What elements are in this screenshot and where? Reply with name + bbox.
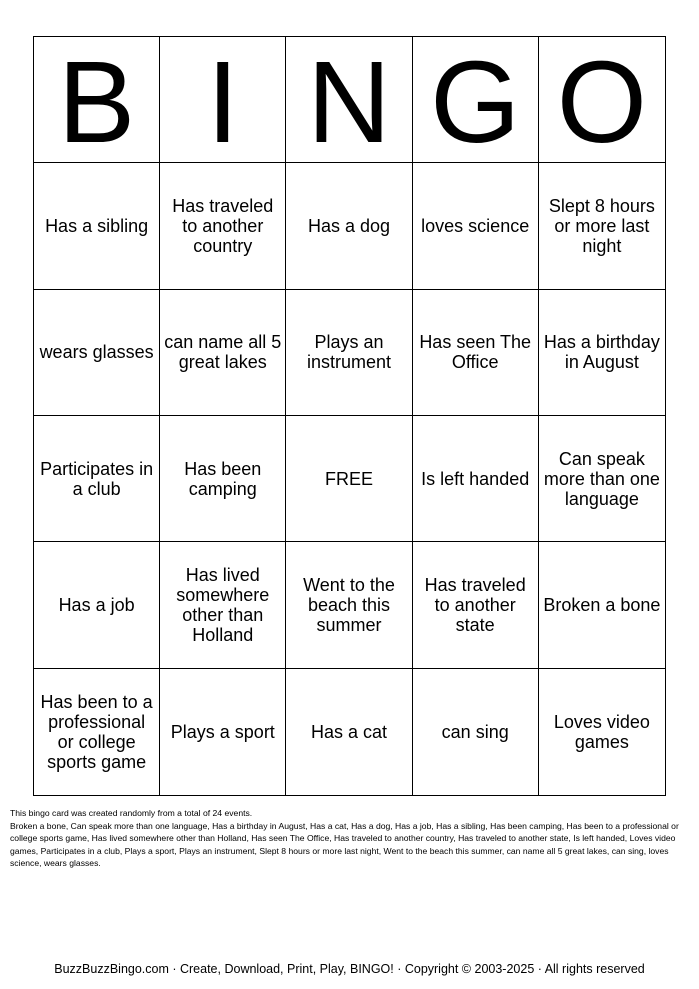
bingo-square: Has a job <box>34 542 160 668</box>
bingo-square: Plays an instrument <box>286 290 412 416</box>
bingo-square: Plays a sport <box>160 669 286 795</box>
bingo-square: can name all 5 great lakes <box>160 290 286 416</box>
bingo-square: Can speak more than one language <box>539 416 665 542</box>
bingo-square: can sing <box>413 669 539 795</box>
bingo-square: Is left handed <box>413 416 539 542</box>
header-letter-i: I <box>160 37 286 163</box>
bingo-square: Has been camping <box>160 416 286 542</box>
header-letter-b: B <box>34 37 160 163</box>
bingo-square: Went to the beach this summer <box>286 542 412 668</box>
bingo-square: Loves video games <box>553 711 650 752</box>
bingo-square: Has a dog <box>286 163 412 289</box>
card-footnote <box>10 807 690 870</box>
bingo-square: Has lived somewhere other than Holland <box>160 542 286 668</box>
bingo-card <box>33 36 666 796</box>
free-square: FREE <box>286 416 412 542</box>
bingo-square: Has a birthday in August <box>539 290 665 416</box>
bingo-square: Has traveled to another country <box>160 163 286 289</box>
bingo-square: Has a cat <box>286 669 412 795</box>
bingo-square: Broken a bone <box>539 542 665 668</box>
bingo-square: Participates in a club <box>34 416 160 542</box>
bingo-square: Has traveled to another state <box>413 542 539 668</box>
bingo-square: Has a sibling <box>34 163 160 289</box>
bingo-square: wears glasses <box>34 290 160 416</box>
bingo-square: loves science <box>413 163 539 289</box>
footnote-summary: This bingo card was created randomly from a total of 24 events. <box>10 808 253 818</box>
footnote-event-list: Broken a bone, Can speak more than one language, Has a birthday in August, Has a cat, Has a dog, Has a job, Has a sibling, Has been camping, Has been to a professional or college sports game, Has lived somewhere other than Holland, Has seen The Office, Has traveled to another country, Has traveled to another state, Is left handed, Loves video games, Participates in a club, Plays a sport, Plays an instrument, Slept 8 hours or more last night, Went to the beach this summer, can name all 5 great lakes, can sing, loves science, wears glasses. <box>10 820 679 868</box>
bingo-square: Has been to a professional or college sports game <box>34 669 160 795</box>
bingo-square: Has seen The Office <box>413 290 539 416</box>
copyright-line: BuzzBuzzBingo.com · Create, Download, Print, Play, BINGO! · Copyright © 2003-2025 · All rights reserved <box>54 962 645 976</box>
bingo-square: Slept 8 hours or more last night <box>539 163 665 289</box>
header-letter-g: G <box>413 37 539 163</box>
header-letter-n: N <box>286 37 412 163</box>
header-letter-o: O <box>539 37 665 163</box>
